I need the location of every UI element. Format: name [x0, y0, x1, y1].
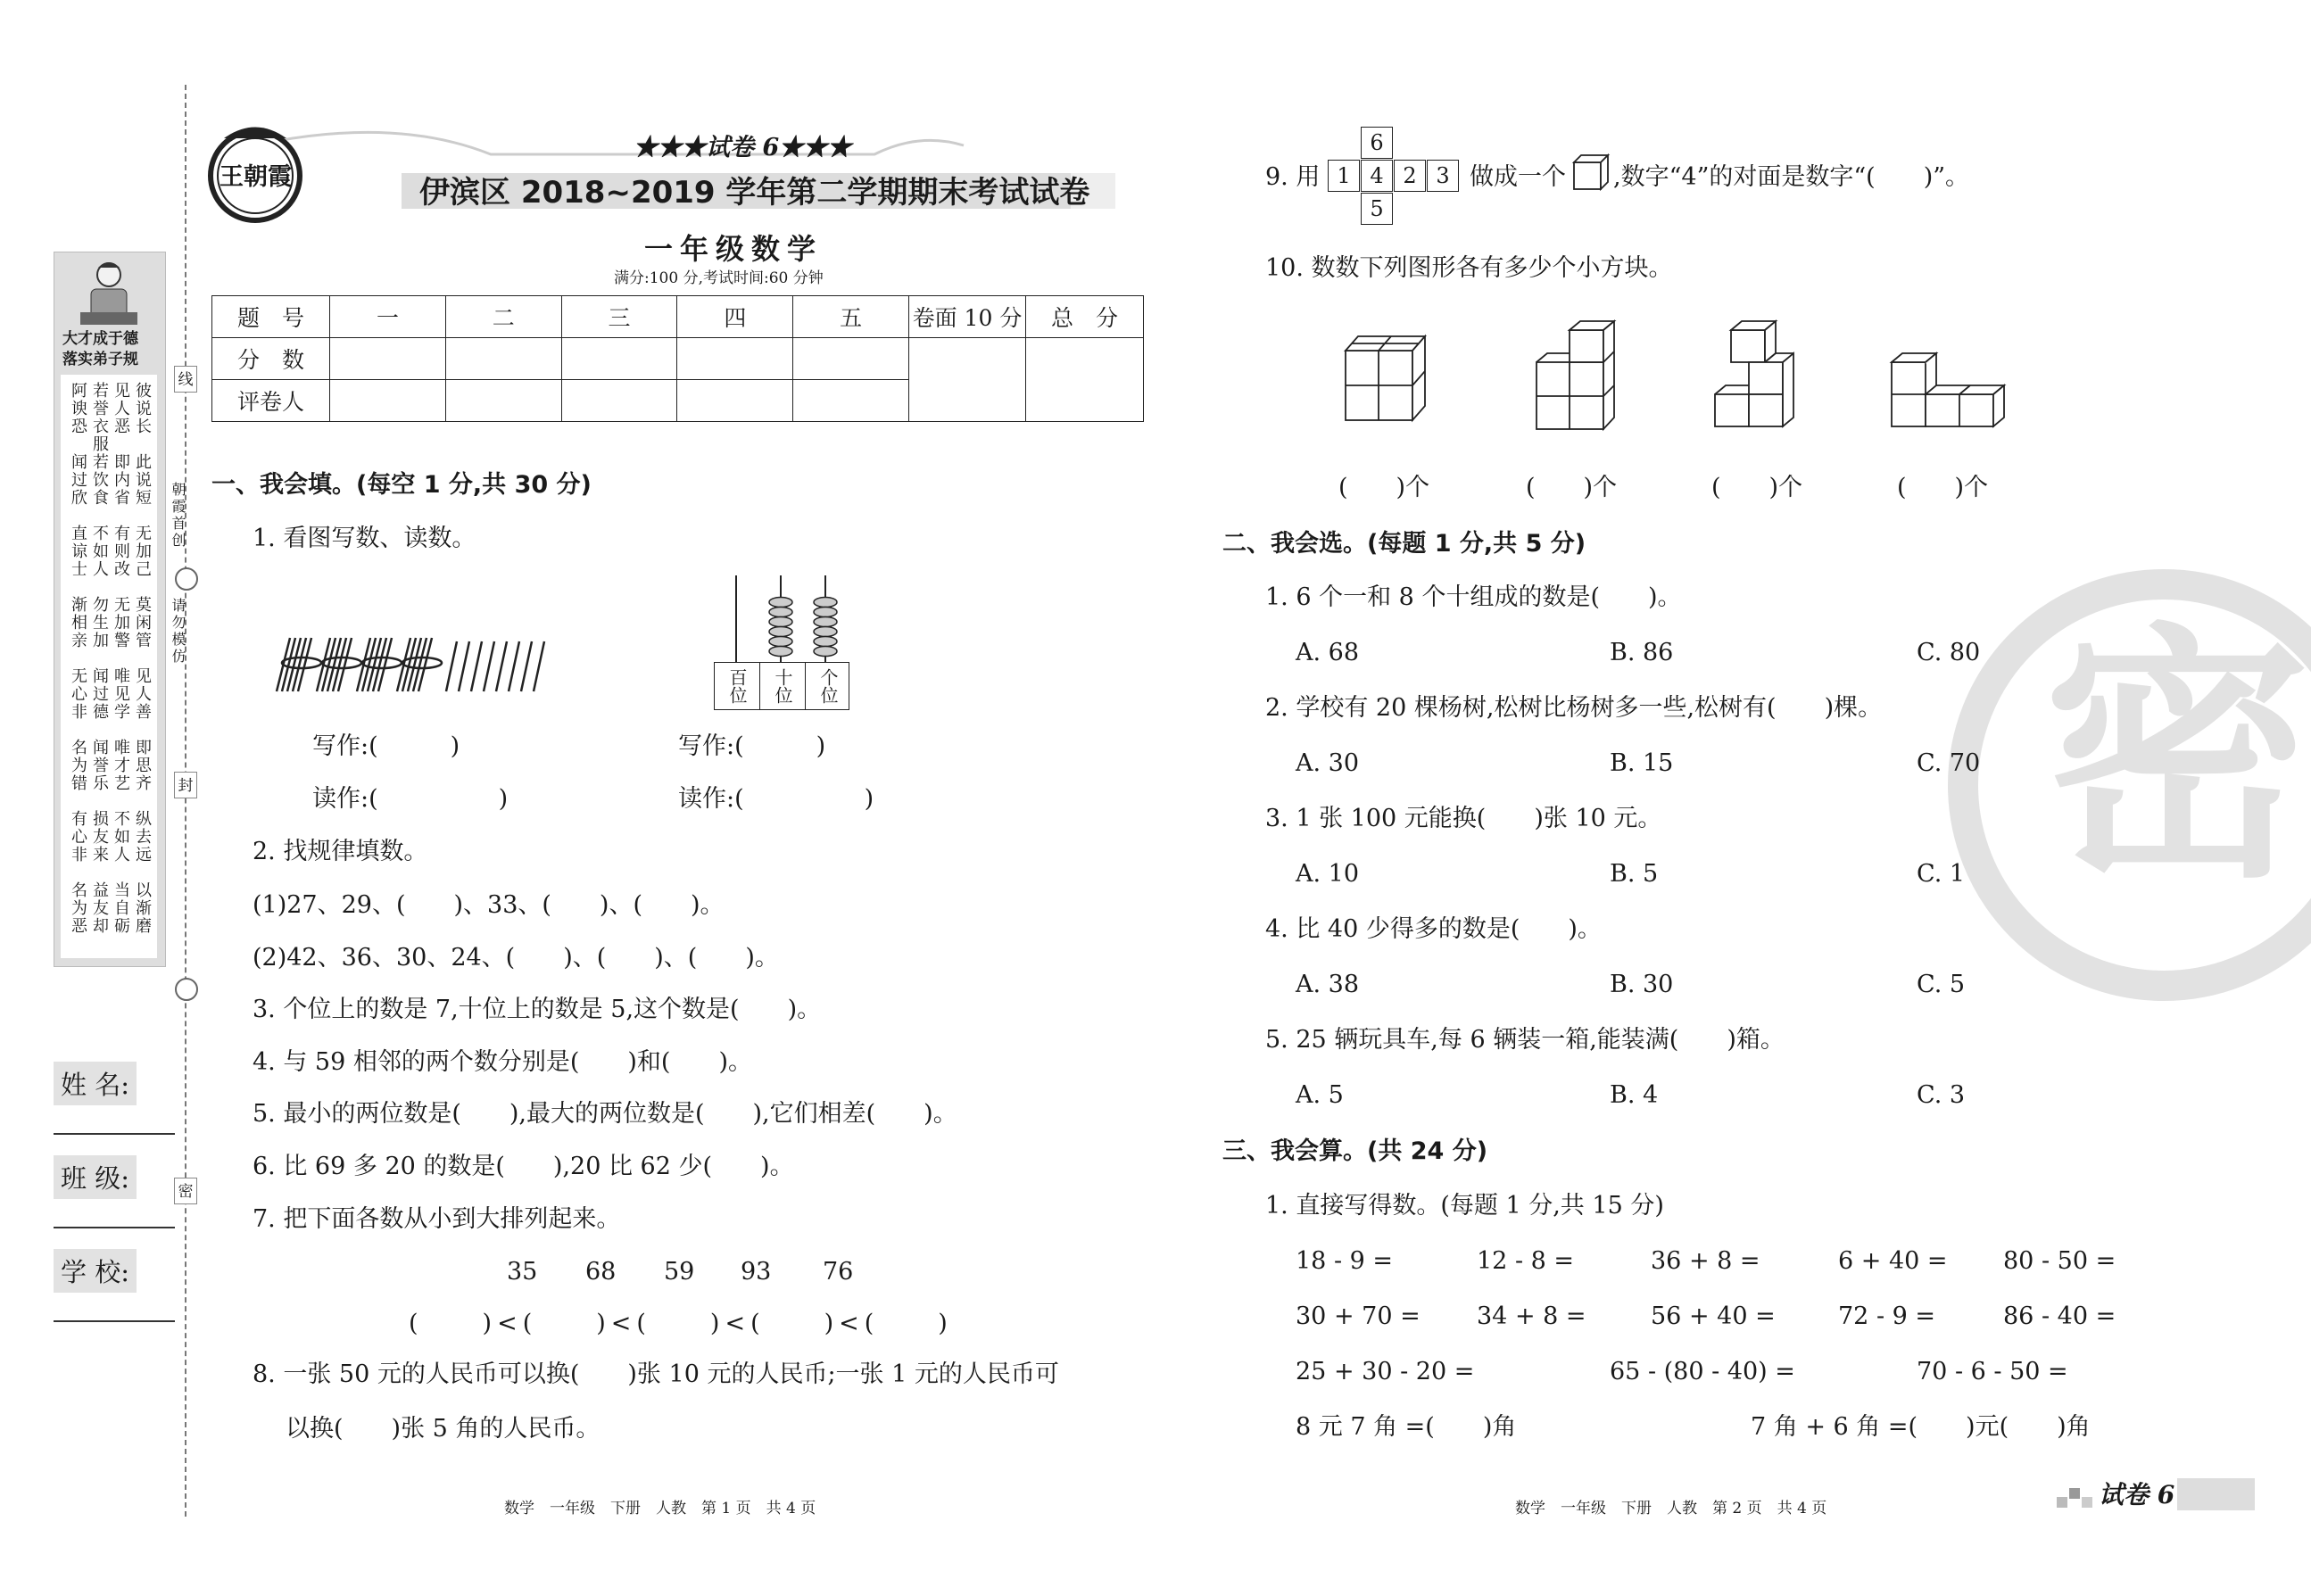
stick-bundles-icon: [268, 629, 562, 700]
calc-item[interactable]: 25 + 30 - 20 =: [1296, 1358, 1475, 1385]
abacus-label: 百位: [715, 663, 760, 709]
choice-option[interactable]: B. 86: [1610, 639, 1674, 666]
watermark-character: 密: [2043, 602, 2311, 914]
sidebar-motto-1: 大才成于德: [62, 330, 138, 348]
q7-number: 93: [741, 1258, 772, 1286]
cube-net-cell: 2: [1394, 160, 1426, 192]
choice-option[interactable]: A. 30: [1296, 749, 1360, 777]
table-cell: 题 号: [212, 296, 330, 338]
table-cell: 分 数: [212, 338, 330, 380]
name-label: 姓 名:: [54, 1062, 137, 1105]
badge-squares-icon: [2057, 1483, 2096, 1509]
table-cell: 一: [330, 296, 446, 338]
brand-logo-text: 王朝霞: [220, 163, 292, 191]
score-cell[interactable]: [330, 380, 446, 422]
choice-question: 5. 25 辆玩具车,每 6 辆装一箱,能装满( )箱。: [1265, 1026, 1785, 1054]
calc-item[interactable]: 72 - 9 =: [1838, 1302, 1936, 1330]
q7-number: 68: [585, 1258, 617, 1286]
q10-answer[interactable]: ( )个: [1711, 474, 1803, 501]
abacus-label: 个位: [817, 668, 839, 704]
choice-option[interactable]: A. 5: [1296, 1081, 1344, 1109]
question-10: 10. 数数下列图形各有多少个小方块。: [1265, 254, 1673, 282]
question-6[interactable]: 6. 比 69 多 20 的数是( ),20 比 62 少( )。: [253, 1153, 794, 1180]
sidebar-verse-column: 当自砺: [112, 881, 130, 935]
question-5[interactable]: 5. 最小的两位数是( ),最大的两位数是( ),它们相差( )。: [253, 1100, 957, 1128]
sidebar-verse-column: 莫闲管: [133, 596, 152, 649]
question-9-prefix: 9. 用: [1265, 163, 1321, 191]
calc-item[interactable]: 80 - 50 =: [2003, 1247, 2116, 1275]
sidebar-verse-column: 直谅士: [69, 525, 87, 578]
subject-title: 一年级数学: [644, 232, 824, 266]
sidebar-verse-column: 若饮食: [90, 453, 109, 507]
seal-label-feng: 封: [174, 772, 197, 798]
sidebar-motto-2: 落实弟子规: [62, 351, 138, 368]
exam-tag: ★★★试卷 6★★★: [634, 134, 852, 161]
choice-option[interactable]: B. 4: [1610, 1081, 1659, 1109]
calc-item[interactable]: 30 + 70 =: [1296, 1302, 1421, 1330]
abacus-label: 十位: [760, 663, 806, 709]
choice-question: 4. 比 40 少得多的数是( )。: [1265, 915, 1602, 943]
q10-answer[interactable]: ( )个: [1526, 474, 1618, 501]
choice-question: 3. 1 张 100 元能换( )张 10 元。: [1265, 805, 1662, 832]
table-cell: 总 分: [1025, 296, 1143, 338]
sidebar-verse-column: 此说短: [133, 453, 152, 507]
sidebar-verse-column: 若誉衣服: [90, 382, 109, 453]
choice-option[interactable]: B. 15: [1610, 749, 1674, 777]
calc-item[interactable]: 12 - 8 =: [1477, 1247, 1575, 1275]
page-badge: 试卷 6: [2099, 1480, 2175, 1509]
table-cell: 五: [793, 296, 909, 338]
table-cell: 评卷人: [212, 380, 330, 422]
sidebar-verse-column: 唯见学: [112, 667, 130, 721]
choice-option[interactable]: A. 38: [1296, 971, 1360, 998]
exam-title: 伊滨区 2018~2019 学年第二学期期末考试试卷: [419, 175, 1090, 211]
sidebar-verse-column: 见人善: [133, 667, 152, 721]
choice-option[interactable]: B. 5: [1610, 860, 1659, 888]
sidebar-verse-column: 无加警: [112, 596, 130, 649]
sidebar-verse-column: 不如人: [112, 810, 130, 864]
choice-option[interactable]: A. 68: [1296, 639, 1360, 666]
sidebar-verse-column: 即思齐: [133, 739, 152, 792]
section-2-heading: 二、我会选。(每题 1 分,共 5 分): [1222, 530, 1586, 558]
score-cell[interactable]: [445, 338, 561, 380]
strip-text-1: 朝霞首创: [170, 482, 186, 550]
q7-number: 76: [823, 1258, 854, 1286]
calc-item[interactable]: 36 + 8 =: [1651, 1247, 1760, 1275]
score-cell[interactable]: [677, 338, 793, 380]
sidebar-verse-column: 不如人: [90, 525, 109, 578]
section-3-heading: 三、我会算。(共 24 分): [1222, 1137, 1488, 1165]
sidebar-verse-column: 名为错: [69, 739, 87, 792]
choice-option[interactable]: C. 80: [1917, 639, 1981, 666]
question-2a[interactable]: (1)27、29、( )、33、( )、( )。: [253, 891, 725, 919]
sidebar-verse-column: 无加己: [133, 525, 152, 578]
choice-option[interactable]: C. 3: [1917, 1081, 1966, 1109]
sidebar-verse-column: 有则改: [112, 525, 130, 578]
calc-item[interactable]: 8 元 7 角 =( )角: [1296, 1413, 1517, 1441]
sidebar-verse-column: 损友来: [90, 810, 109, 864]
choice-question: 1. 6 个一和 8 个十组成的数是( )。: [1265, 583, 1682, 611]
school-input-line[interactable]: [54, 1320, 175, 1322]
choice-option[interactable]: B. 30: [1610, 971, 1674, 998]
sidebar-verse-column: 唯才艺: [112, 739, 130, 792]
question-2: 2. 找规律填数。: [253, 838, 428, 865]
score-cell[interactable]: [677, 380, 793, 422]
page-footer-right: 数学 一年级 下册 人教 第 2 页 共 4 页: [1515, 1500, 1827, 1517]
calc-item[interactable]: 34 + 8 =: [1477, 1302, 1586, 1330]
choice-option[interactable]: C. 5: [1917, 971, 1966, 998]
score-cell[interactable]: [445, 380, 561, 422]
question-9-mid: 做成一个: [1470, 163, 1566, 191]
sidebar-verse-column: 即内省: [112, 453, 130, 507]
calc-item[interactable]: 86 - 40 =: [2003, 1302, 2116, 1330]
score-cell[interactable]: [793, 380, 909, 422]
sidebar-verse-column: 有心非: [69, 810, 87, 864]
sidebar-verse-column: 无心非: [69, 667, 87, 721]
cube-net-cell: 6: [1361, 127, 1393, 159]
table-row: [212, 338, 1144, 380]
strip-ring-icon: [175, 978, 198, 1001]
score-cell[interactable]: [909, 338, 1026, 422]
name-input-line[interactable]: [54, 1133, 175, 1135]
strip-ring-icon: [175, 567, 198, 591]
table-row: [212, 296, 1144, 338]
score-cell[interactable]: [561, 338, 677, 380]
sidebar-verse-column: 闻过欣: [69, 453, 87, 507]
cube-net-cell: 1: [1328, 160, 1360, 192]
cube-net-cell: 5: [1361, 193, 1393, 225]
table-cell: 四: [677, 296, 793, 338]
calc-item[interactable]: 18 - 9 =: [1296, 1247, 1394, 1275]
sidebar-verse-column: 名为恶: [69, 881, 87, 935]
answer-read-1[interactable]: 读作:( ): [312, 785, 509, 813]
sidebar-verse-column: 阿谀恐: [69, 382, 87, 435]
table-cell: 三: [561, 296, 677, 338]
question-3[interactable]: 3. 个位上的数是 7,十位上的数是 5,这个数是( )。: [253, 996, 822, 1023]
score-table: [211, 295, 1144, 422]
score-cell[interactable]: [330, 338, 446, 380]
cube-net-cell: 3: [1427, 160, 1459, 192]
sidebar-verse-column: 闻过德: [90, 667, 109, 721]
q7-order-blanks[interactable]: ( )<( )<( )<( )<( ): [409, 1310, 953, 1337]
question-9-suffix[interactable]: ,数字“4”的对面是数字“( )”。: [1613, 163, 1970, 191]
scholar-figure-icon: [71, 259, 147, 330]
q7-number: 59: [664, 1258, 695, 1286]
block-figures: [1338, 321, 2017, 433]
page-footer-left: 数学 一年级 下册 人教 第 1 页 共 4 页: [504, 1500, 816, 1517]
calc-item[interactable]: 70 - 6 - 50 =: [1917, 1358, 2068, 1385]
sidebar-verse-column: 渐相亲: [69, 596, 87, 649]
answer-write-2[interactable]: 写作:( ): [678, 732, 826, 760]
sidebar-verse-column: 纵去远: [133, 810, 152, 864]
sidebar-verse-column: 益友却: [90, 881, 109, 935]
choice-option[interactable]: C. 70: [1917, 749, 1981, 777]
calc-item[interactable]: 6 + 40 =: [1838, 1247, 1948, 1275]
question-7: 7. 把下面各数从小到大排列起来。: [253, 1205, 621, 1233]
answer-write-1[interactable]: 写作:( ): [312, 732, 460, 760]
question-4[interactable]: 4. 与 59 相邻的两个数分别是( )和( )。: [253, 1048, 752, 1076]
sidebar-verse-column: 彼说长: [133, 382, 152, 435]
abacus-icon: [714, 575, 848, 663]
score-cell[interactable]: [1025, 338, 1143, 422]
score-cell[interactable]: [561, 380, 677, 422]
cube-icon: [1572, 153, 1610, 191]
calc-item[interactable]: 56 + 40 =: [1651, 1302, 1776, 1330]
school-label: 学 校:: [54, 1249, 137, 1293]
calc-item[interactable]: 65 - (80 - 40) =: [1610, 1358, 1795, 1385]
sidebar-verse-column: 勿生加: [90, 596, 109, 649]
sidebar-verse-column: 见人恶: [112, 382, 130, 435]
question-2b[interactable]: (2)42、36、30、24、( )、( )、( )。: [253, 944, 779, 972]
table-cell: 二: [445, 296, 561, 338]
sidebar-verse-column: 闻誉乐: [90, 739, 109, 792]
abacus-base: [714, 662, 849, 710]
question-1: 1. 看图写数、读数。: [253, 525, 476, 552]
score-cell[interactable]: [793, 338, 909, 380]
choice-question: 2. 学校有 20 棵杨树,松树比杨树多一些,松树有( )棵。: [1265, 694, 1883, 722]
question-8[interactable]: 8. 一张 50 元的人民币可以换( )张 10 元的人民币;一张 1 元的人民币可: [253, 1360, 1059, 1388]
answer-read-2[interactable]: 读作:( ): [678, 785, 874, 813]
exam-meta: 满分:100 分,考试时间:60 分钟: [614, 269, 824, 287]
seal-label-xian: 线: [174, 366, 197, 393]
cube-net-cell: 4: [1361, 160, 1393, 192]
page-badge-bar: [2177, 1478, 2255, 1510]
choice-option[interactable]: C. 1: [1917, 860, 1966, 888]
calc-heading: 1. 直接写得数。(每题 1 分,共 15 分): [1265, 1192, 1664, 1220]
calc-item[interactable]: 7 角 + 6 角 =( )元( )角: [1751, 1413, 2091, 1441]
section-1-heading: 一、我会填。(每空 1 分,共 30 分): [211, 471, 592, 499]
sidebar-verse-column: 以渐磨: [133, 881, 152, 935]
q7-number: 35: [507, 1258, 538, 1286]
strip-text-2: 请勿模仿: [170, 598, 186, 666]
class-label: 班 级:: [54, 1155, 137, 1199]
table-cell: 卷面 10 分: [909, 296, 1026, 338]
question-8-cont[interactable]: 以换( )张 5 角的人民币。: [286, 1415, 601, 1443]
binding-dashed-line: [185, 85, 186, 1517]
seal-label-mi: 密: [174, 1178, 197, 1204]
q10-answer[interactable]: ( )个: [1338, 474, 1430, 501]
class-input-line[interactable]: [54, 1227, 175, 1228]
q10-answer[interactable]: ( )个: [1897, 474, 1989, 501]
choice-option[interactable]: A. 10: [1296, 860, 1360, 888]
